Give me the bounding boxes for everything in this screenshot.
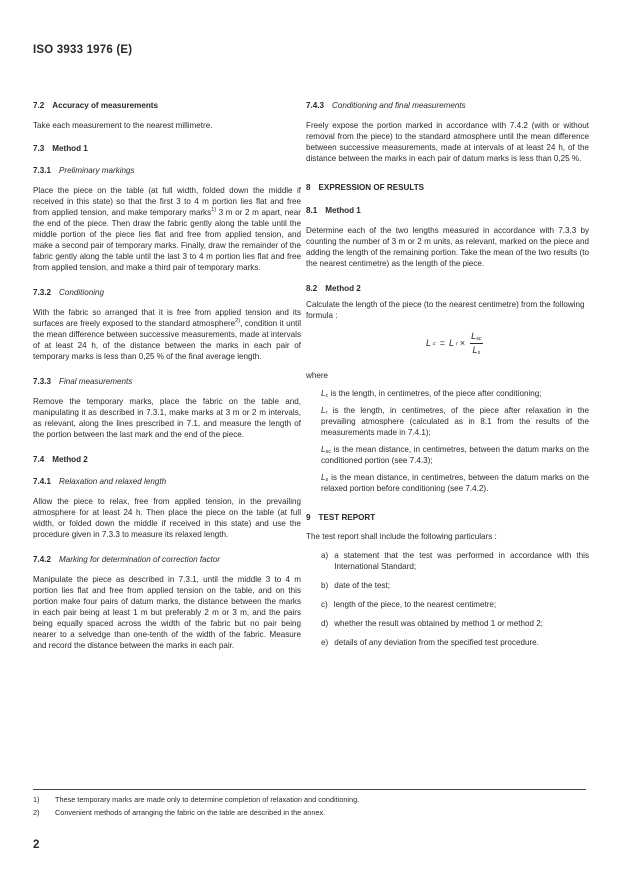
section-7-4-2-heading: 7.4.2 Marking for determination of correction factor (33, 555, 221, 564)
footnote-ref-1: 1) (211, 207, 217, 213)
footnote-ref-2: 2) (235, 318, 241, 324)
section-7-2-heading: 7.2 Accuracy of measurements (33, 101, 158, 110)
section-7-3-2-text: With the fabric so arranged that it is free from applied tension and its surfaces are freely exposed to the standard atmosphere$^{2)}$, condition it until the mean difference between successive measurements, made at intervals of at least 24 h, of the distance between the marks in each pair of temporary marks is less than 0,25 % of the final average length. (33, 308, 301, 361)
list-item: b) date of the test; (321, 581, 390, 590)
section-7-3-3-heading: 7.3.3 Final measurements (33, 377, 133, 386)
section-7-4-3-text: Freely expose the portion marked in accordance with 7.4.2 (with or without removal from the piece) to the standard atmosphere until the mean difference between successive measurements, made at intervals of at least 24 h, of the distance between the marks in each pair of datum marks is less than 0,25 %. (306, 121, 589, 163)
section-7-4-heading: 7.4 Method 2 (33, 455, 88, 464)
footnote-2: 2) Convenient methods of arranging the fabric on the table are described in the annex. (33, 808, 326, 817)
section-7-4-3-heading: 7.4.3 Conditioning and final measurements (306, 101, 466, 110)
definition-lc: $L_c$ is the length, in centimetres, of the piece after conditioning; (321, 389, 542, 399)
definition-lr: $L_r$ is the length, in centimetres, of the piece after relaxation in the prevailing atmosphere (calculated as in 8.1 from the results of the measurements made in 7.4.1); (321, 406, 589, 437)
section-7-4-1-heading: 7.4.1 Relaxation and relaxed length (33, 477, 167, 486)
section-7-4-2-text: Manipulate the piece as described in 7.3.1, until the middle 3 to 4 m portion lies flat and free from applied tension on the table, and on this portion make four pairs of datum marks, the distance between the marks in each pair being at least 1 m but preferably 2 m or 3 m, and the pairs being equally spaced across the width of the fabric but no pair being nearer to a selvedge than one-tenth of the width of the fabric. Measure and record the distance between the marks in each pair. (33, 575, 301, 650)
list-item: e) details of any deviation from the specified test procedure. (321, 638, 539, 647)
section-8-1-heading: 8.1 Method 1 (306, 206, 361, 215)
list-item: c) length of the piece, to the nearest centimetre; (321, 600, 497, 609)
section-9-text: The test report shall include the following particulars : (306, 532, 497, 541)
section-7-3-heading: 7.3 Method 1 (33, 144, 88, 153)
where-label: where (306, 371, 329, 380)
left-column (33, 100, 301, 651)
section-7-3-3-text: Remove the temporary marks, place the fabric on the table and, manipulating it as described in 7.3.1, make marks at 3 m or 2 m intervals, as relevant, along the lines prescribed in 7.1, and measure the length of the portion between the last mark and the end of the piece. (33, 397, 301, 439)
section-8-2-heading: 8.2 Method 2 (306, 284, 361, 293)
section-8-2-text: Calculate the length of the piece (to the nearest centimetre) from the following formula : (306, 300, 585, 320)
section-8-heading: 8 EXPRESSION OF RESULTS (306, 183, 425, 192)
section-7-3-2-heading: 7.3.2 Conditioning (33, 288, 105, 297)
definition-lsc: $L_{sc}$ is the mean distance, in centimetres, between the datum marks on the conditioned portion (see 7.4.3); (321, 445, 589, 465)
section-7-2-text: Take each measurement to the nearest millimetre. (33, 121, 213, 130)
document-header: ISO 3933 1976 (E) (33, 44, 133, 56)
list-item: a) a statement that the test was performed in accordance with this International Standard; (321, 551, 589, 571)
section-7-3-1-heading: 7.3.1 Preliminary markings (33, 166, 135, 175)
list-item: d) whether the result was obtained by method 1 or method 2; (321, 619, 543, 628)
page-number: 2 (33, 839, 40, 851)
formula-fraction: $\frac{L_{sc}}{L_s}$ (471, 331, 482, 356)
length-formula: L c = L r × $\frac{L_{sc}}{L_s}$ (426, 331, 482, 356)
report-items-list (306, 550, 589, 648)
footnote-1: 1) These temporary marks are made only to determine completion of relaxation and conditioning. (33, 795, 360, 804)
footnote-divider (33, 789, 586, 790)
section-8-1-text: Determine each of the two lengths measured in accordance with 7.3.3 by counting the number of 3 m or 2 m units, as relevant, marked on the piece and adding the length of the remaining portion. Take the mean of the two results (to the nearest centimetre) as the length of the piece. (306, 226, 589, 268)
right-column (306, 100, 589, 656)
section-7-4-1-text: Allow the piece to relax, free from applied tension, in the prevailing atmosphere for at least 24 h. Then place the piece on the table (at full width, or folded down the middle if received in this state) and use the procedure given in 7.3.3 to measure its relaxed length. (33, 497, 301, 539)
section-7-3-1-text: Place the piece on the table (at full width, folded down the middle if received in this state) so that the first 3 to 4 m portion lies flat and free from applied tension, and make temporary marks$^{1)}$ 3 m or 2 m apart, near the end of the piece. Then draw the fabric gently along the table until the middle portion of the piece lies flat and free from applied tension, and make a second pair of temporary marks. Finally, draw the remainder of the fabric gently along the table until the last 3 to 4 m portion lies flat and free from applied tension, and make a third pair of temporary marks. (33, 186, 301, 272)
section-9-heading: 9 TEST REPORT (306, 513, 376, 522)
definition-ls: $L_s$ is the mean distance, in centimetres, between the datum marks on the relaxed portion before conditioning (see 7.4.2). (321, 473, 589, 493)
